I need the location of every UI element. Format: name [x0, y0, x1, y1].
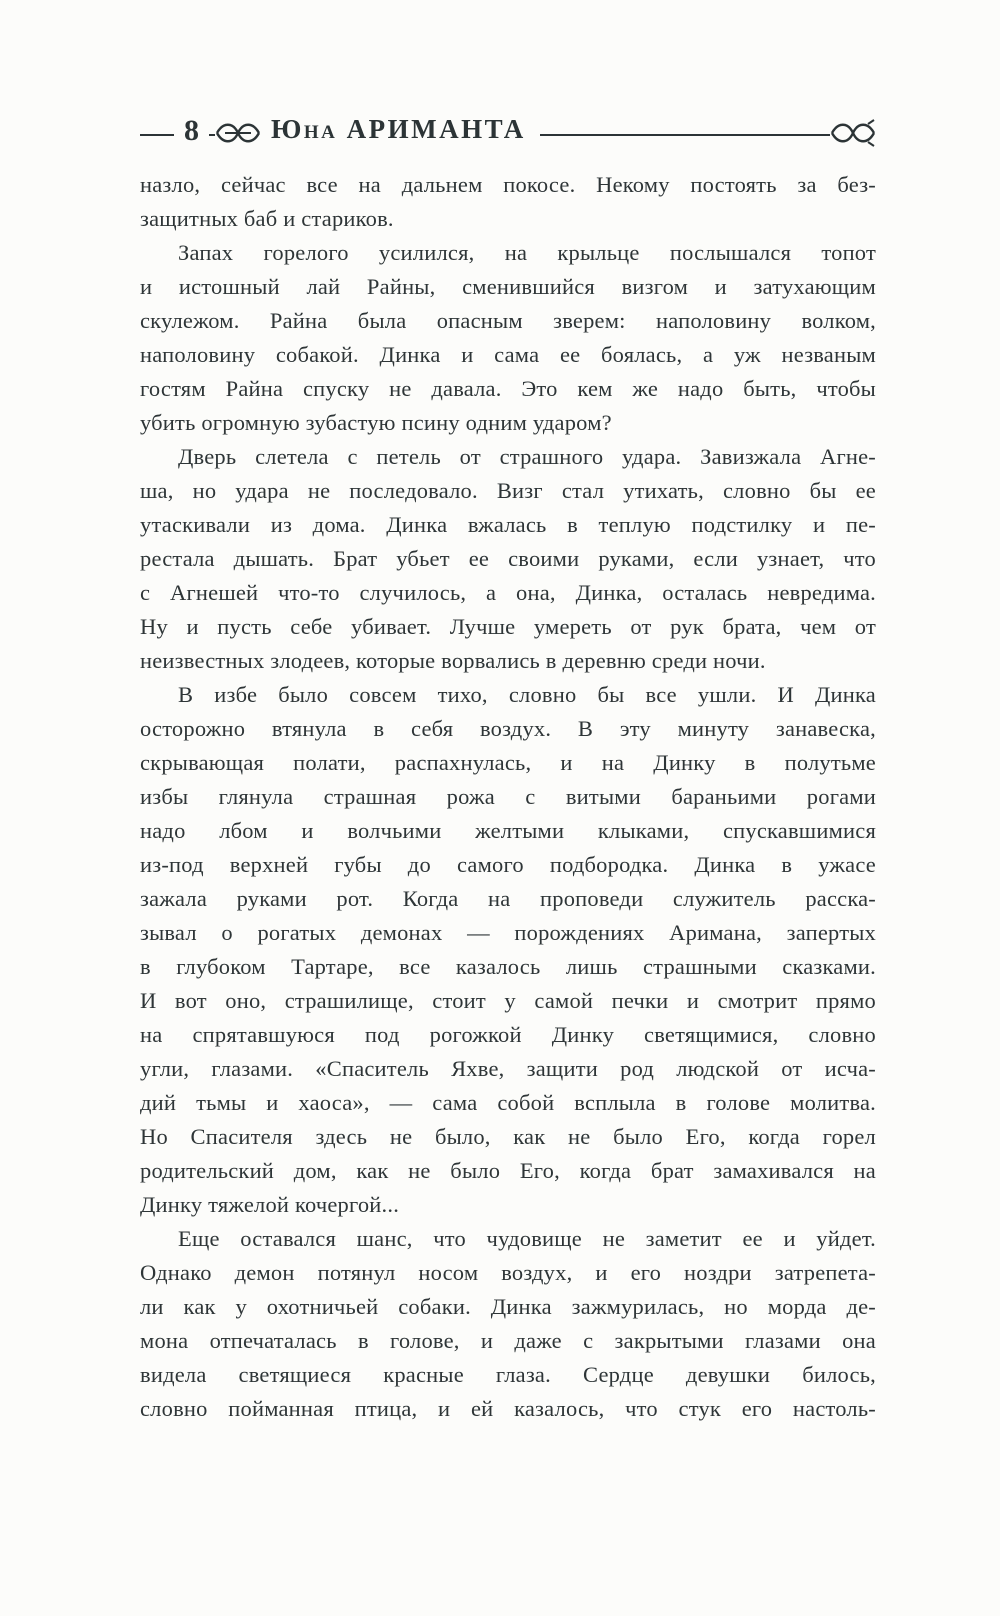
text-line: защитных баб и стариков. — [140, 206, 394, 231]
paragraph — [140, 168, 876, 236]
text-line: Однако демон потянул носом воздух, и его ноздри затрепета- — [140, 1260, 876, 1285]
text-line: Ну и пусть себе убивает. Лучше умереть от рук брата, чем от — [140, 614, 876, 639]
text-line: на спрятавшуюся под рогожкой Динку светящимися, словно — [140, 1022, 876, 1047]
text-line: избы глянула страшная рожа с витыми бараньими рогами — [140, 784, 876, 809]
knot-ornament-icon — [215, 118, 261, 148]
text-line: назло, сейчас все на дальнем покосе. Некому постоять за без- — [140, 172, 876, 197]
text-line: гостям Райна спуску не давала. Это кем же надо быть, чтобы — [140, 376, 876, 401]
text-line: видела светящиеся красные глаза. Сердце девушки билось, — [140, 1362, 876, 1387]
text-line: мона отпечаталась в голове, и даже с закрытыми глазами она — [140, 1328, 876, 1353]
text-line: зажала руками рот. Когда на проповеди служитель расска- — [140, 886, 876, 911]
text-line: скулежом. Райна была опасным зверем: наполовину волком, — [140, 308, 876, 333]
paragraph — [140, 1222, 876, 1426]
text-line: Еще оставался шанс, что чудовище не заметит ее и уйдет. — [178, 1226, 876, 1251]
text-line: из-под верхней губы до самого подбородка. Динка в ужасе — [140, 852, 876, 877]
text-line: родительский дом, как не было Его, когда брат замахивался на — [140, 1158, 876, 1183]
text-line: словно пойманная птица, и ей казалось, что стук его настоль- — [140, 1396, 876, 1421]
text-line: дий тьмы и хаоса», — сама собой всплыла в голове молитва. — [140, 1090, 876, 1115]
text-line: рестала дышать. Брат убьет ее своими руками, если узнает, что — [140, 546, 876, 571]
paragraph — [140, 236, 876, 440]
paragraph — [140, 440, 876, 678]
text-line: Дверь слетела с петель от страшного удара. Завизжала Агне- — [178, 444, 876, 469]
text-line: И вот оно, страшилище, стоит у самой печки и смотрит прямо — [140, 988, 876, 1013]
text-line: Но Спасителя здесь не было, как не было Его, когда горел — [140, 1124, 876, 1149]
text-line: скрывающая полати, распахнулась, и на Динку в полутьме — [140, 750, 876, 775]
text-line: надо лбом и волчьими желтыми клыками, спускавшимися — [140, 818, 876, 843]
head-rule-right — [540, 134, 830, 136]
text-line: с Агнешей что-то случилось, а она, Динка, осталась невредима. — [140, 580, 876, 605]
text-line: осторожно втянула в себя воздух. В эту минуту занавеска, — [140, 716, 876, 741]
head-rule-left — [140, 134, 174, 136]
paragraph — [140, 678, 876, 1222]
text-line: наполовину собакой. Динка и сама ее боялась, а уж незваным — [140, 342, 876, 367]
text-line: ли как у охотничьей собаки. Динка зажмурилась, но морда де- — [140, 1294, 876, 1319]
header-title: Юна АРИМАНТА — [271, 113, 526, 144]
text-line: неизвестных злодеев, которые ворвались в деревню среди ночи. — [140, 648, 766, 673]
text-line: ша, но удара не последовало. Визг стал утихать, словно бы ее — [140, 478, 876, 503]
text-line: Динку тяжелой кочергой... — [140, 1192, 400, 1217]
running-head — [140, 106, 876, 150]
text-line: Запах горелого усилился, на крыльце послышался топот — [178, 240, 876, 265]
text-line: и истошный лай Райны, сменившийся визгом и затухающим — [140, 274, 876, 299]
text-line: утаскивали из дома. Динка вжалась в теплую подстилку и пе- — [140, 512, 876, 537]
text-line: зывал о рогатых демонах — порождениях Аримана, запертых — [140, 920, 876, 945]
page-number: 8 — [184, 114, 199, 147]
text-line: убить огромную зубастую псину одним ударом? — [140, 410, 612, 435]
text-block — [140, 168, 876, 1426]
text-line: В избе было совсем тихо, словно бы все ушли. И Динка — [178, 682, 876, 707]
text-line: угли, глазами. «Спаситель Яхве, защити род людской от исча- — [140, 1056, 876, 1081]
knot-ornament-icon — [830, 118, 876, 148]
text-line: в глубоком Тартаре, все казалось лишь страшными сказками. — [140, 954, 876, 979]
